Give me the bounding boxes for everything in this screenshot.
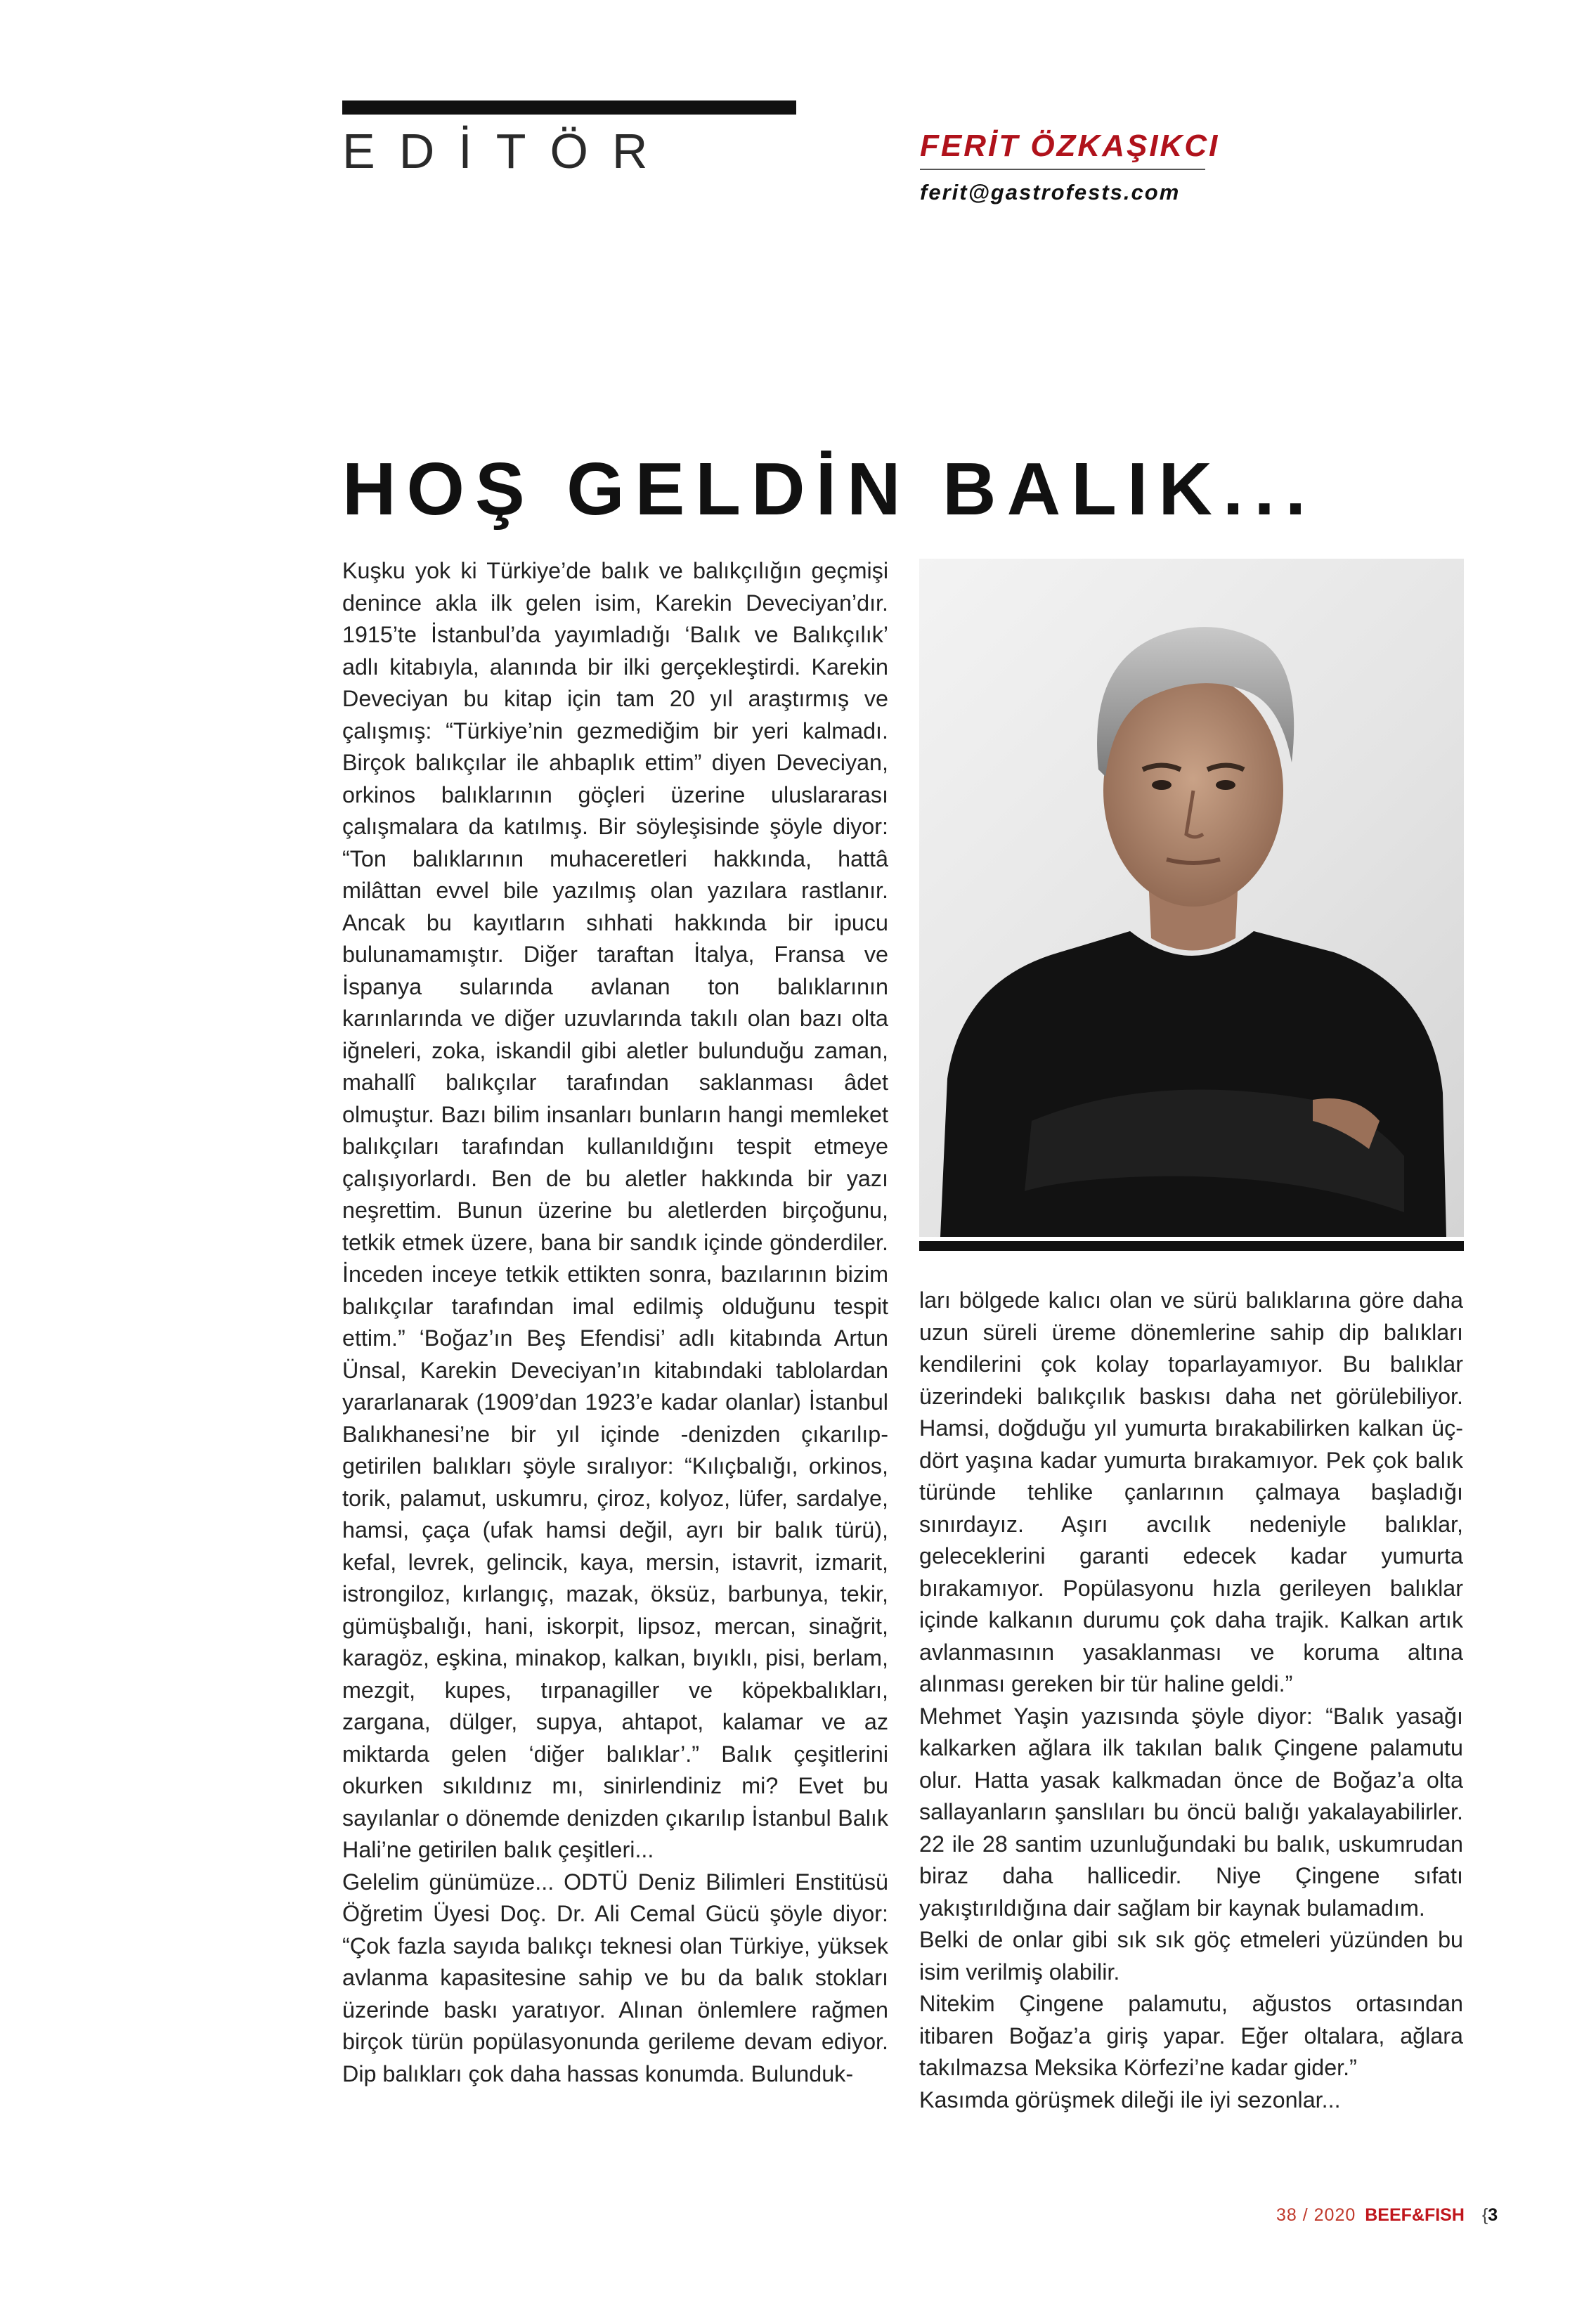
magazine-name: BEEF&FISH [1365, 2205, 1465, 2225]
author-portrait-icon [919, 559, 1464, 1237]
article-column-right [919, 1285, 1463, 2116]
article-title: HOŞ GELDİN BALIK... [342, 448, 1317, 531]
article-column-left [342, 555, 888, 2090]
author-email[interactable]: ferit@gastrofests.com [920, 180, 1181, 205]
article-paragraph: Kasımda görüşmek dileği ile iyi sezonlar... [919, 2086, 1341, 2112]
top-rule [342, 100, 796, 115]
article-paragraph: ları bölgede kalıcı olan ve sürü balıklarına göre daha uzun süreli üreme dönemlerine sahip dip balıkları kendilerini çok kolay toparlayamıyor. Bu balıklar üzerindeki balıkçılık baskısı daha net görülebiliyor. Hamsi, doğduğu yıl yumurta bırakabilirken kalkan üç-dört yaşına kadar yumurta bırakamıyor. Pek çok balık türünde tehlike çanlarının çalmaya başladığı sınırdayız. Aşırı avcılık nedeniyle balıklar, geleceklerini garanti edecek kadar yumurta bırakamıyor. Popülasyonu hızla gerileyen balıklar içinde kalkanın durumu çok daha trajik. Kalkan artık avlanmasının yasaklanması ve koruma altına alınması gereken bir tür haline geldi.” [919, 1287, 1463, 1696]
author-divider [920, 169, 1205, 170]
footer-brace: { [1481, 2205, 1488, 2225]
issue-number: 38 / 2020 [1276, 2205, 1356, 2225]
article-paragraph: Gelelim günümüze... ODTÜ Deniz Bilimleri Enstitüsü Öğretim Üyesi Doç. Dr. Ali Cemal Gücü şöyle diyor: “Çok fazla sayıda balıkçı teknesi olan Türkiye, yüksek avlanma kapasitesine sahip ve bu da balık stokları üzerinde baskı yaratıyor. Alınan önlemlere rağmen birçok türün popülasyonunda gerileme devam ediyor. Dip balıkları çok daha hassas konumda. Bulunduk- [342, 1869, 888, 2086]
article-paragraph: Mehmet Yaşin yazısında şöyle diyor: “Balık yasağı kalkarken ağlara ilk takılan balık Çingene palamutu olur. Hatta yasak kalkmadan önce de Boğaz’a olta sallayanların şanslıları bu öncü balığı yakalayabilirler. 22 ile 28 santim uzunluğundaki bu balık, uskumrudan biraz daha hallicedir. Niye Çingene sıfatı yakıştırıldığına dair sağlam bir kaynak bulamadım. [919, 1703, 1463, 1921]
author-portrait-photo [919, 559, 1464, 1237]
section-label: EDİTÖR [342, 124, 672, 178]
page-number: 3 [1488, 2205, 1498, 2225]
page-footer [1276, 2205, 1498, 2226]
article-paragraph: Kuşku yok ki Türkiye’de balık ve balıkçılığın geçmişi denince akla ilk gelen isim, Karekin Deveciyan’dır. 1915’te İstanbul’da yayımladığı ‘Balık ve Balıkçılık’ adlı kitabıyla, alanında bir ilki gerçekleştirdi. Karekin Deveciyan bu kitap için tam 20 yıl araştırmış ve çalışmış: “Türkiye’nin gezmediğim bir yeri kalmadı. Birçok balıkçılar ile ahbaplık ettim” diyen Deveciyan, orkinos balıklarının göçleri üzerine uluslararası çalışmalara da katılmış. Bir söyleşisinde şöyle diyor: “Ton balıklarının muhaceretleri hakkında, hattâ milâttan evvel bile yazılmış olan yazılara rastlanır. Ancak bu kayıtların sıhhati hakkında bir ipucu bulunamamıştır. Diğer taraftan İtalya, Fransa ve İspanya sularında avlanan ton balıklarının karınlarında ve diğer uzuvlarında takılı olan bazı olta iğneleri, zoka, iskandil gibi aletler bulunduğu zaman, mahallî balıkçılar tarafından saklanması âdet olmuştur. Bazı bilim insanları bunların hangi memleket balıkçıları tarafından kullanıldığını tespit etmeye çalışıyorlardı. Ben de bu aletler hakkında bir yazı neşrettim. Bunun üzerine bu aletlerden birçoğunu, tetkik etmek üzere, bana bir sandık içinde gönderdiler. İnceden inceye tetkik ettikten sonra, bazılarının bizim balıkçılar tarafından imal edilmiş olduğunu tespit ettim.” ‘Boğaz’ın Beş Efendisi’ adlı kitabında Artun Ünsal, Karekin Deveciyan’ın kitabındaki tablolardan yararlanarak (1909’dan 1923’e kadar olanlar) İstanbul Balıkhanesi’ne bir yıl içinde -denizden çıkarılıp- getirilen balıkları şöyle sıralıyor: “Kılıçbalığı, orkinos, torik, palamut, uskumru, çiroz, kolyoz, lüfer, sardalye, hamsi, çaça (ufak hamsi değil, ayrı bir balık türü), kefal, levrek, gelincik, kaya, mersin, istavrit, izmarit, istrongiloz, kırlangıç, mazak, öksüz, barbunya, tekir, gümüşbalığı, hani, iskorpit, lipsoz, mercan, sinağrit, karagöz, eşkina, minakop, kalkan, bıyıklı, pisi, berlam, mezgit, kupes, tırpanagiller ve köpekbalıkları, zargana, dülger, supya, ahtapot, kalamar ve az miktarda gelen ‘diğer balıklar’.” Balık çeşitlerini okurken sıkıldınız mı, sinirlendiniz mi? Evet bu sayılanlar o dönemde denizden çıkarılıp İstanbul Balık Hali’ne getirilen balık çeşitleri... [342, 558, 888, 1862]
photo-rule [919, 1241, 1464, 1251]
article-paragraph: Nitekim Çingene palamutu, ağustos ortasından itibaren Boğaz’a giriş yapar. Eğer oltalara, ağlara takılmazsa Meksika Körfezi’ne kadar gider.” [919, 1991, 1463, 2080]
author-name: FERİT ÖZKAŞIKCI [920, 129, 1220, 163]
article-paragraph: Belki de onlar gibi sık sık göç etmeleri yüzünden bu isim verilmiş olabilir. [919, 1927, 1463, 1985]
